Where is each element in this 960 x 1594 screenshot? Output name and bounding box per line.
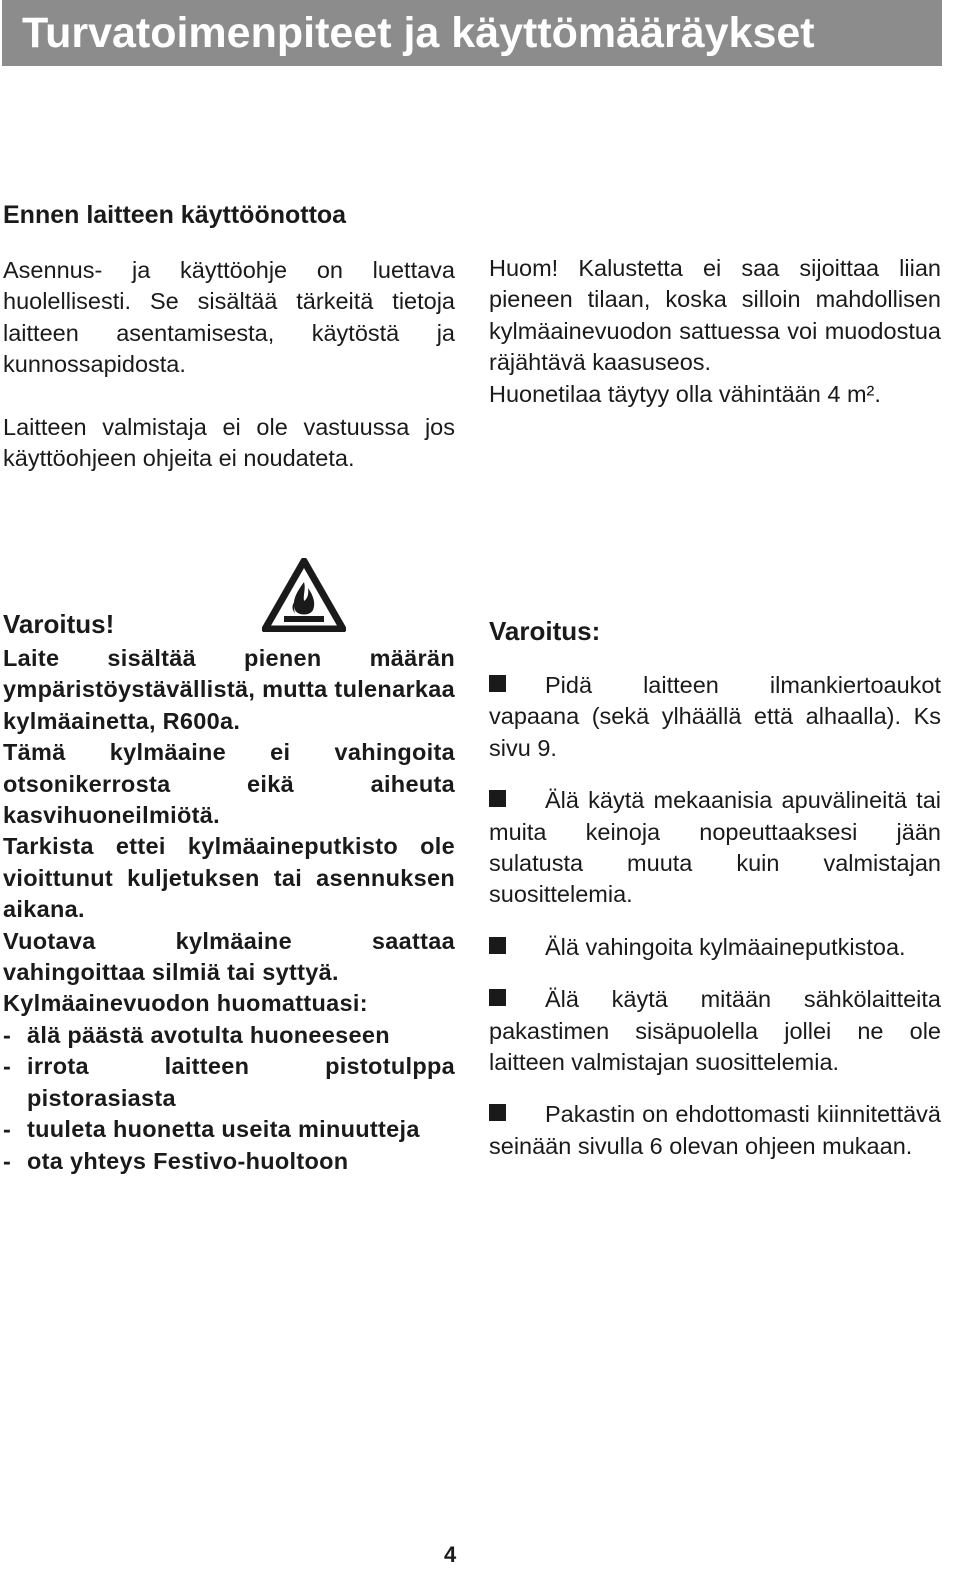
leak-step: - älä päästä avotulta huoneeseen [3, 1021, 390, 1048]
before-use-paragraph-2: Laitteen valmistaja ei ole vastuussa jos käyttöohjeen ohjeita ei noudateta. [3, 413, 455, 472]
warning-paragraph-1: Laite sisältää pienen määrän ympäristöystävällistä, mutta tulenarkaa kylmäainetta, R600a. [3, 645, 455, 734]
warning-left-text [3, 643, 455, 1177]
page-header [2, 0, 942, 66]
square-bullet-icon [489, 989, 506, 1006]
bullet-item: Älä vahingoita kylmäaineputkistoa. [489, 932, 941, 963]
warning-heading-left: Varoitus! [3, 609, 115, 639]
before-use-text [3, 255, 455, 474]
leak-step: - ota yhteys Festivo-huoltoon [3, 1147, 349, 1174]
warning-paragraph-2: Tämä kylmäaine ei vahingoita otsonikerrosta eikä aiheuta kasvihuoneilmiötä. [3, 739, 455, 829]
warning-heading-right: Varoitus: [489, 616, 601, 646]
warning-paragraph-5: Kylmäainevuodon huomattuasi: [3, 990, 368, 1017]
bullet-item: Älä käytä mekaanisia apuvälineitä tai muita keinoja nopeuttaaksesi jään sulatusta muuta kuin valmistajan suosittelemia. [489, 787, 941, 908]
note-paragraph-2: Huonetilaa täytyy olla vähintään 4 m². [489, 380, 881, 407]
warning-bullet-list [489, 670, 941, 1183]
square-bullet-icon [489, 790, 506, 807]
note-text [489, 253, 941, 410]
warning-paragraph-4: Vuotava kylmäaine saattaa vahingoittaa silmiä tai syttyä. [3, 927, 455, 986]
leak-step: - irrota laitteen pistotulppa pistorasiasta [3, 1053, 455, 1111]
bullet-item: Pakastin on ehdottomasti kiinnitettävä seinään sivulla 6 olevan ohjeen mukaan. [489, 1101, 941, 1159]
square-bullet-icon [489, 675, 506, 692]
note-paragraph-1: Huom! Kalustetta ei saa sijoittaa liian pieneen tilaan, koska silloin mahdollisen kylmäainevuodon sattuessa voi muodostua räjähtävä kaasuseos. [489, 255, 941, 376]
page-number: 4 [444, 1542, 457, 1567]
leak-step: - tuuleta huonetta useita minuutteja [3, 1116, 420, 1143]
square-bullet-icon [489, 937, 506, 954]
before-use-heading: Ennen laitteen käyttöönottoa [3, 201, 347, 229]
page-title: Turvatoimenpiteet ja käyttömääräykset [22, 9, 815, 57]
flammable-warning-icon [262, 558, 346, 632]
square-bullet-icon [489, 1104, 506, 1121]
before-use-paragraph-1: Asennus- ja käyttöohje on luettava huolellisesti. Se sisältää tärkeitä tietoja laitteen asentamisesta, käytöstä ja kunnossapidosta. [3, 257, 455, 378]
bullet-item: Pidä laitteen ilmankiertoaukot vapaana (sekä ylhäällä että alhaalla). Ks sivu 9. [489, 672, 941, 761]
bullet-item: Älä käytä mitään sähkölaitteita pakastimen sisäpuolella jollei ne ole laitteen valmistajan suosittelemia. [489, 986, 941, 1076]
warning-paragraph-3: Tarkista ettei kylmäaineputkisto ole vioittunut kuljetuksen tai asennuksen aikana. [3, 833, 455, 923]
